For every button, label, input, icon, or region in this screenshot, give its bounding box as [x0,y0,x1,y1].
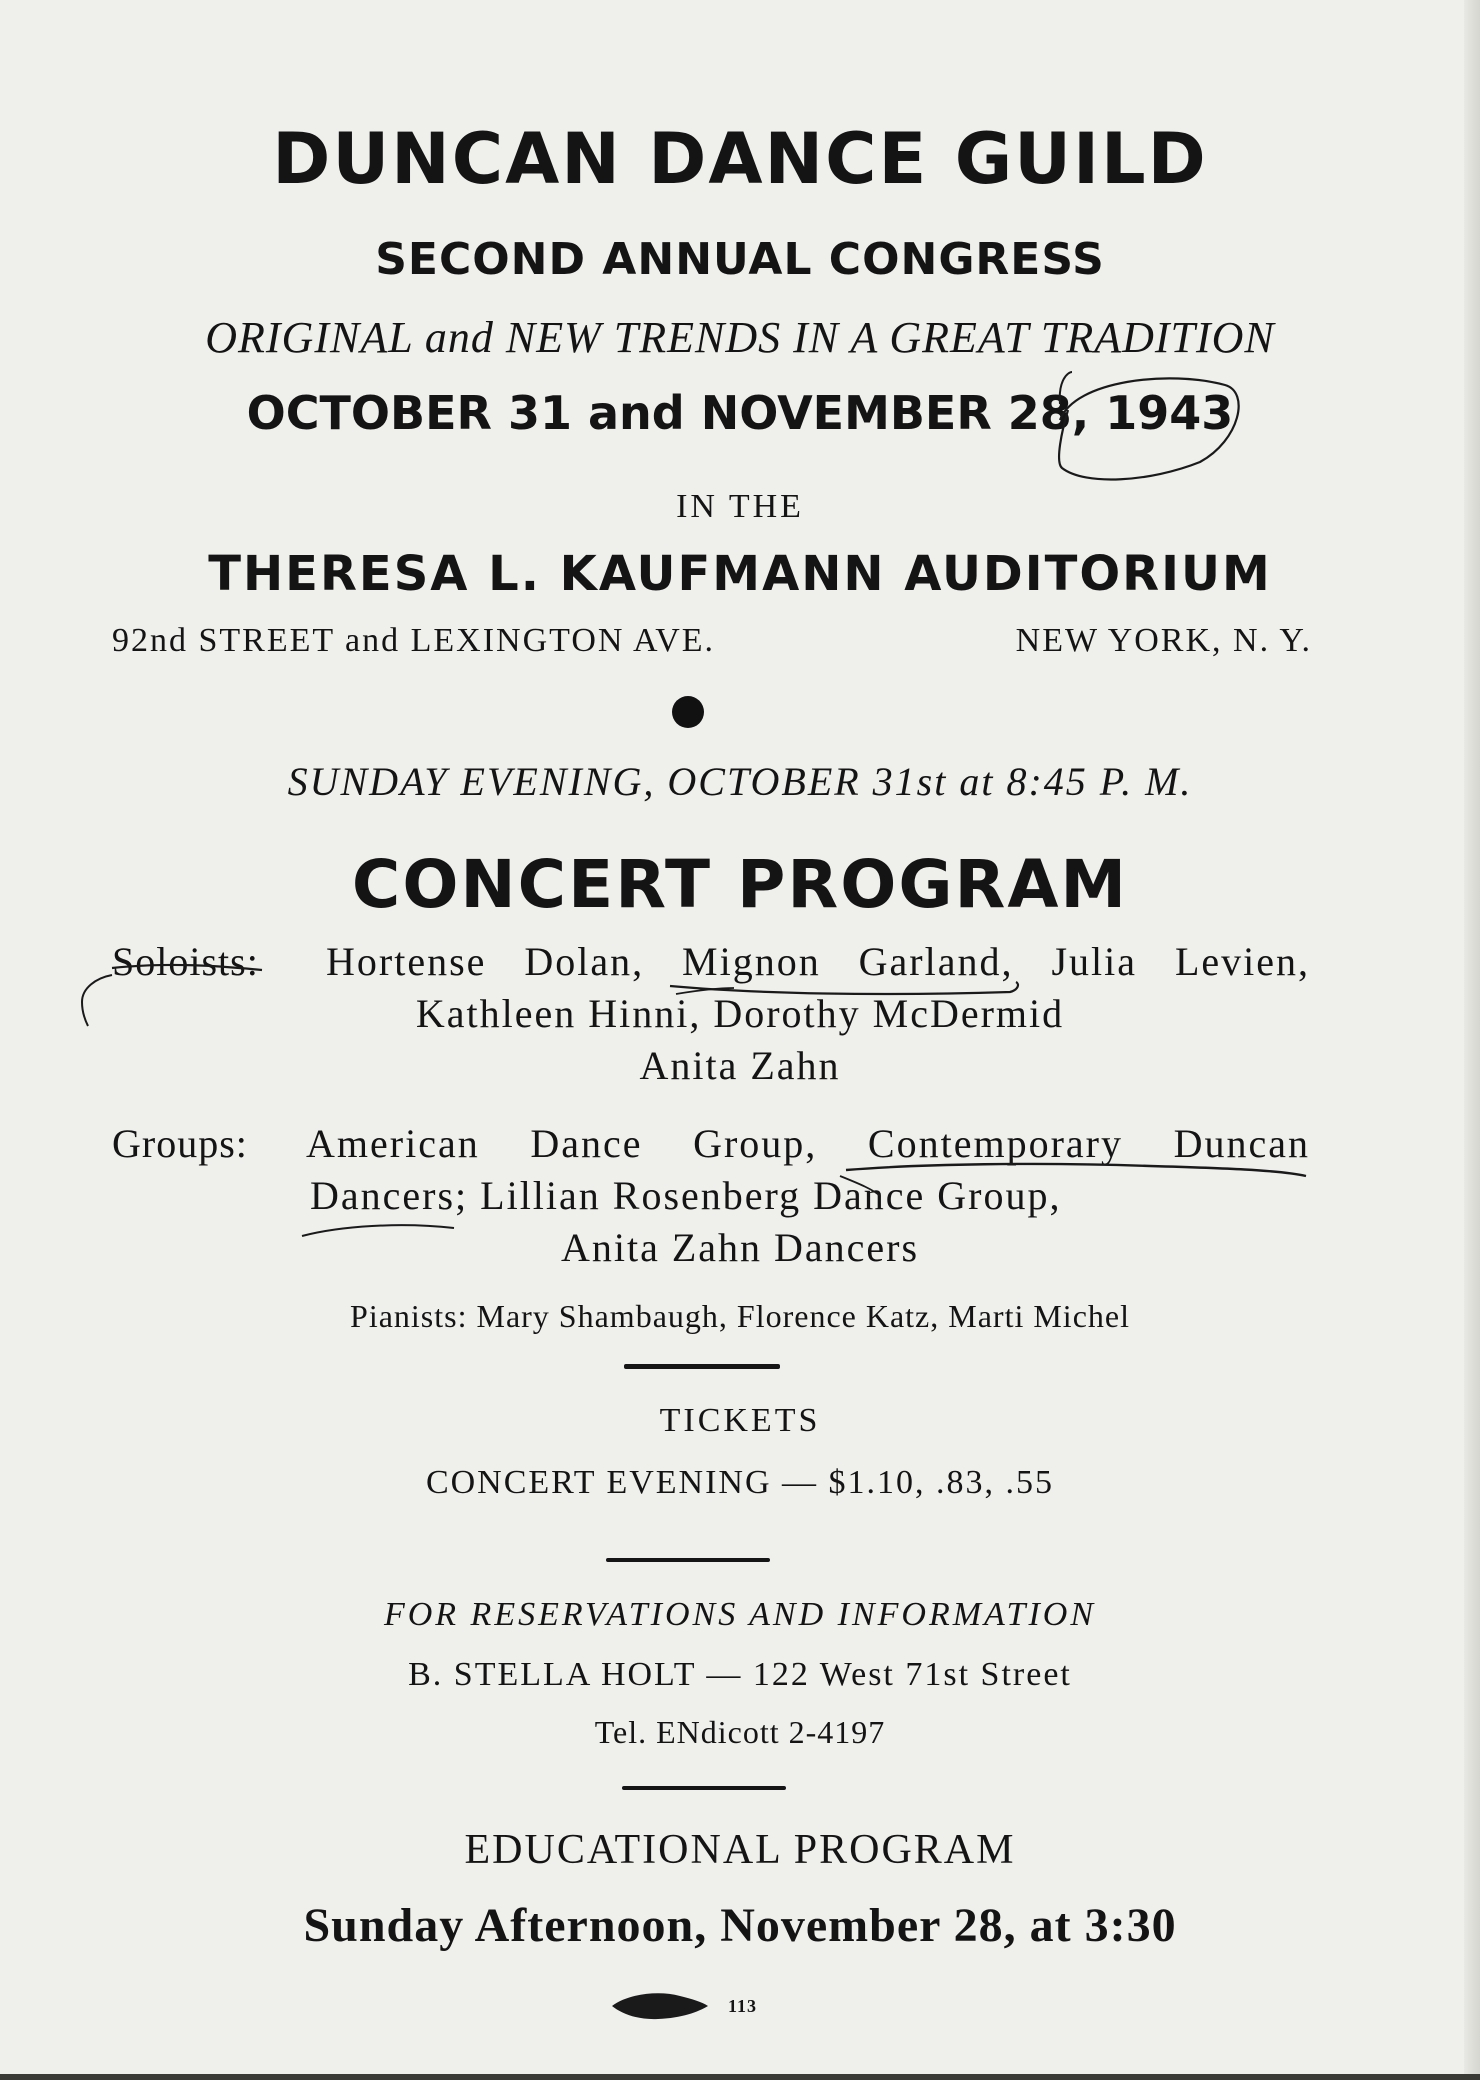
divider-rule [606,1558,770,1562]
soloists-line: Kathleen Hinni, Dorothy McDermid [415,991,1065,1036]
divider-rule [624,1364,780,1369]
venue-name: THERESA L. KAUFMANN AUDITORIUM [208,546,1272,602]
concert-datetime: SUNDAY EVENING, OCTOBER 31st at 8:45 P. M. [287,759,1193,804]
tickets-prices: CONCERT EVENING — $1.10, .83, .55 [425,1464,1055,1501]
reservations-telephone: Tel. ENdicott 2-4197 [594,1714,886,1750]
pianists-line: Pianists: Mary Shambaugh, Florence Katz, Marti Michel [350,1298,1130,1334]
venue-street: 92nd STREET and LEXINGTON AVE. [112,622,716,659]
reservations-heading: FOR RESERVATIONS AND INFORMATION [383,1596,1097,1633]
congress-dates: OCTOBER 31 and NOVEMBER 28, 1943 [246,386,1234,440]
soloists-line: Hortense Dolan, Mignon Garland, Julia Levien, [326,939,1310,984]
reservations-contact: B. STELLA HOLT — 122 West 71st Street [408,1656,1072,1693]
bullet-dot [672,696,704,728]
soloists-line: Anita Zahn [639,1043,841,1088]
tickets-heading: TICKETS [659,1402,821,1439]
groups-label: Groups: [112,1121,248,1166]
groups-line: Anita Zahn Dancers [560,1225,920,1270]
congress-subtitle: SECOND ANNUAL CONGRESS [375,234,1105,285]
divider-rule [622,1786,786,1790]
venue-city: NEW YORK, N. Y. [1015,622,1312,659]
paper-bottom-edge [0,2074,1480,2080]
soloists-label: Soloists: [112,939,259,984]
concert-program-title: CONCERT PROGRAM [351,846,1129,923]
educational-datetime: Sunday Afternoon, November 28, at 3:30 [303,1899,1177,1952]
guild-title: DUNCAN DANCE GUILD [272,118,1208,200]
groups-line: Dancers; Lillian Rosenberg Dance Group, [310,1173,1062,1218]
educational-heading: EDUCATIONAL PROGRAM [464,1827,1016,1873]
in-the-label: IN THE [676,488,804,525]
ink-blot [610,1988,710,2024]
page-number: 113 [728,1996,758,2016]
groups-line: American Dance Group, Contemporary Duncan [306,1121,1310,1166]
tagline: ORIGINAL and NEW TRENDS IN A GREAT TRADITION [205,313,1275,362]
